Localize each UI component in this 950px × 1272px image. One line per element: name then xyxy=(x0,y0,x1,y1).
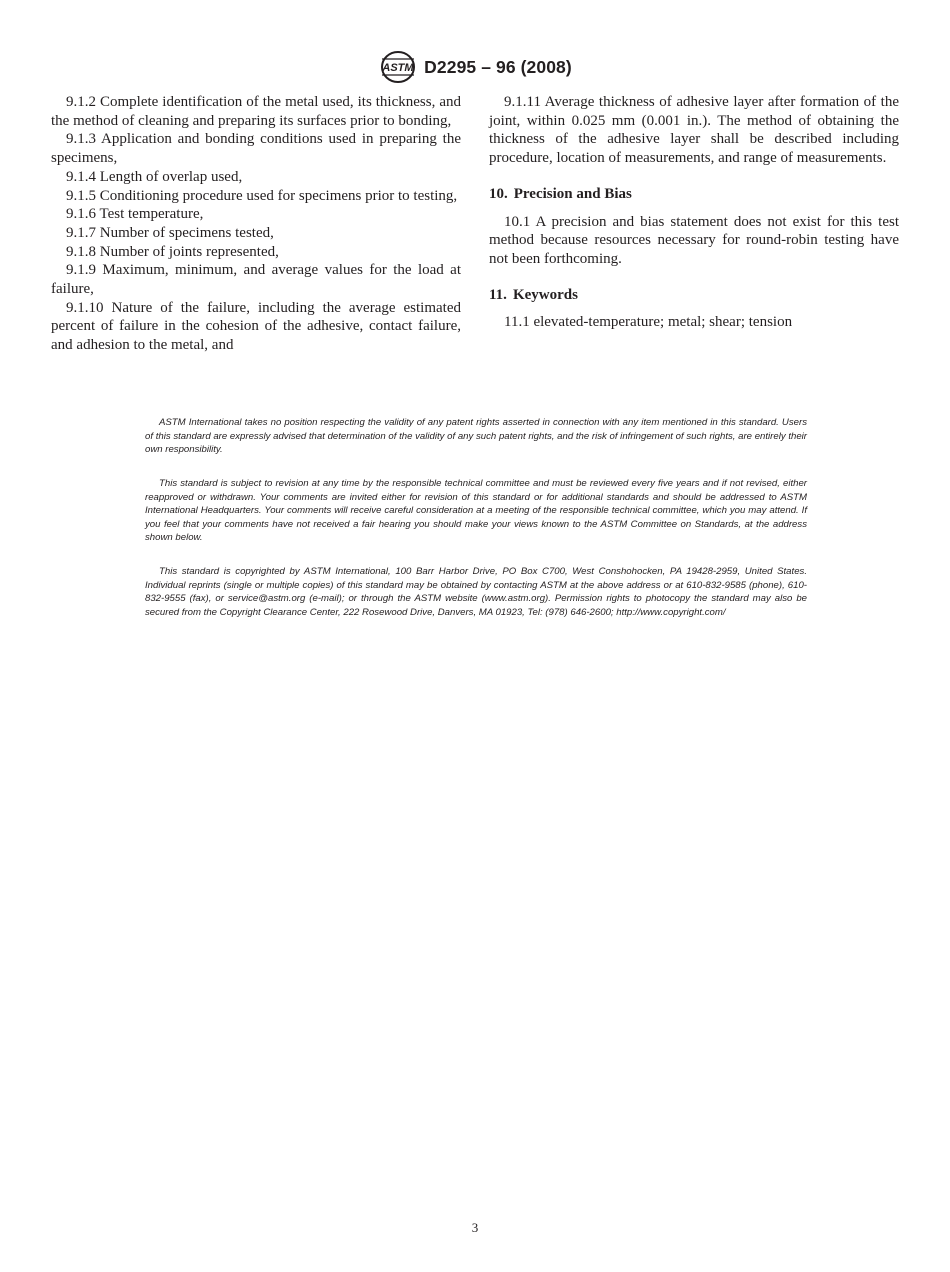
revision-notice xyxy=(145,477,807,545)
copyright-notice xyxy=(145,565,807,619)
logo-text: ASTM xyxy=(382,62,414,74)
section-heading-precision-bias xyxy=(489,185,899,204)
document-designation: D2295 – 96 (2008) xyxy=(424,56,572,77)
section-paragraph: 10.1 A precision and bias statement does not exist for this test method because resources necessary for round-robin testing have not been forthcoming. xyxy=(489,213,899,267)
list-item: 9.1.7 Number of specimens tested, xyxy=(66,224,274,241)
list-item: 9.1.5 Conditioning procedure used for specimens prior to testing, xyxy=(66,187,458,204)
page-number: 3 xyxy=(471,1220,479,1235)
astm-logo-icon xyxy=(378,50,418,84)
section-title: Keywords xyxy=(512,286,578,303)
section-title: Precision and Bias xyxy=(513,185,632,202)
list-item: 9.1.10 Nature of the failure, including the average estimated percent of failure in the cohesion of the adhesive, contact failure, and adhesion to the metal, and xyxy=(51,299,461,354)
list-item: 9.1.9 Maximum, minimum, and average values for the load at failure, xyxy=(51,262,461,298)
list-item: 9.1.4 Length of overlap used, xyxy=(66,168,243,185)
patent-notice xyxy=(145,416,807,457)
section-paragraph: 11.1 elevated-temperature; metal; shear; tension xyxy=(504,314,793,331)
section-heading-keywords xyxy=(489,286,899,305)
notice-text: ASTM International takes no position respecting the validity of any patent rights asserted in connection with any item mentioned in this standard. Users of this standard are expressly advised that determination of the validity of any such patent rights, and the risk of infringement of such rights, are entirely their own responsibility. xyxy=(145,417,807,456)
notice-text: This standard is subject to revision at any time by the responsible technical committee and must be reviewed every five years and if not revised, either reapproved or withdrawn. Your comments are invited either for revision of this standard or for additional standards and should be addressed to ASTM International Headquarters. Your comments will receive careful consideration at a meeting of the responsible technical committee, which you may attend. If you feel that your comments have not received a fair hearing you should make your views known to the ASTM Committee on Standards, at the address shown below. xyxy=(145,478,807,544)
list-item: 9.1.11 Average thickness of adhesive layer after formation of the joint, within 0.025 mm (0.001 in.). The method of obtaining the thickness of the adhesive layer shall be described including procedure, location of measurements, and range of measurements. xyxy=(489,94,899,167)
section-number: 11. xyxy=(489,286,507,303)
list-item: 9.1.3 Application and bonding conditions used in preparing the specimens, xyxy=(51,131,461,167)
list-item: 9.1.6 Test temperature, xyxy=(66,206,204,223)
notice-text: This standard is copyrighted by ASTM International, 100 Barr Harbor Drive, PO Box C700, West Conshohocken, PA 19428-2959, United States. Individual reprints (single or multiple copies) of this standard may be obtained by contacting ASTM at the above address or at 610-832-9585 (phone), 610-832-9555 (fax), or service@astm.org (e-mail); or through the ASTM website (www.astm.org). Permission rights to photocopy the standard may also be secured from the Copyright Clearance Center, 222 Rosewood Drive, Danvers, MA 01923, Tel: (978) 646-2600; http://www.copyright.com/ xyxy=(145,566,807,618)
page-header xyxy=(0,50,950,84)
right-column xyxy=(489,93,899,332)
list-item: 9.1.2 Complete identification of the metal used, its thickness, and the method of cleaning and preparing its surfaces prior to bonding, xyxy=(51,94,461,129)
section-number: 10. xyxy=(489,185,508,202)
left-column xyxy=(51,93,461,355)
list-item: 9.1.8 Number of joints represented, xyxy=(66,243,279,260)
